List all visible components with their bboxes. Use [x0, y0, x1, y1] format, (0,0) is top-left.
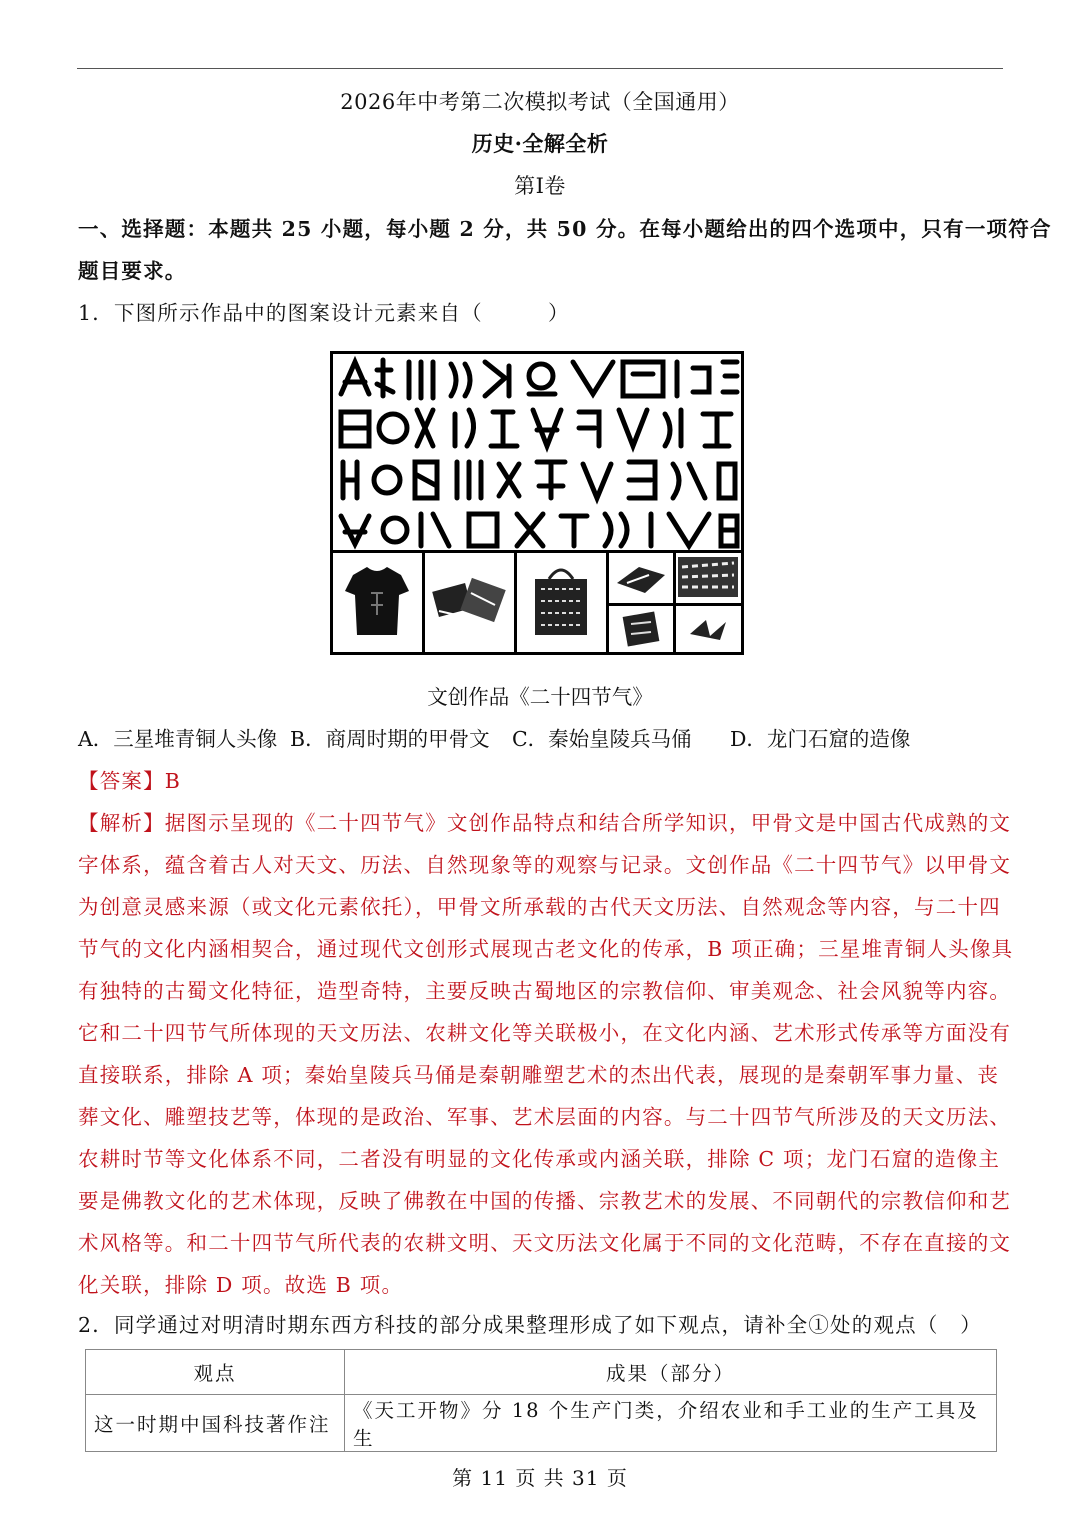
answer-label: 【答案】B	[78, 769, 182, 793]
analysis-line: 农耕时节等文化体系不同，二者没有明显的文化传承或内涵关联，排除 C 项；龙门石窟的造像主	[78, 1147, 1001, 1171]
section-heading: 一、选择题：本题共 25 小题，每小题 2 分，共 50 分。在每小题给出的四个选项中，只有一项符合	[78, 217, 1052, 241]
volume-label: 第Ⅰ卷	[514, 174, 566, 198]
analysis-line: 节气的文化内涵相契合，通过现代文创形式展现古老文化的传承，B 项正确；三星堆青铜人头像具	[78, 937, 1014, 961]
question-1-stem: 1．下图所示作品中的图案设计元素来自（ ）	[78, 301, 570, 325]
analysis-line: 它和二十四节气所体现的天文历法、农耕文化等关联极小，在文化内涵、艺术形式传承等方面没有	[78, 1021, 1012, 1045]
option-c: C．秦始皇陵兵马俑	[512, 727, 692, 751]
bag-product-image	[514, 550, 609, 655]
question-2-table	[85, 1349, 997, 1452]
analysis-line: 【解析】据图示呈现的《二十四节气》文创作品特点和结合所学知识，甲骨文是中国古代成熟的文	[78, 811, 1012, 835]
bookmark-product-image	[673, 603, 744, 655]
table-header-cell: 成果（部分）	[345, 1350, 997, 1395]
notebook-product-image	[606, 603, 676, 655]
figure-caption: 文创作品《二十四节气》	[427, 685, 653, 709]
page-number: 第 11 页 共 31 页	[452, 1466, 628, 1490]
option-a: A．三星堆青铜人头像	[78, 727, 278, 751]
section-heading-cont: 题目要求。	[78, 259, 187, 283]
option-b: B．商周时期的甲骨文	[290, 727, 490, 751]
analysis-line: 有独特的古蜀文化特征，造型奇特，主要反映古蜀地区的宗教信仰、审美观念、社会风貌等内容。	[78, 979, 1012, 1003]
table-cell: 《天工开物》分 18 个生产门类，介绍农业和手工业的生产工具及生	[345, 1395, 997, 1452]
analysis-line: 直接联系，排除 A 项；秦始皇陵兵马俑是秦朝雕塑艺术的杰出代表，展现的是秦朝军事力量、丧	[78, 1063, 1000, 1087]
scarf-product-image	[606, 550, 676, 606]
exam-subtitle: 历史·全解全析	[471, 131, 609, 156]
analysis-line: 字体系，蕴含着古人对天文、历法、自然现象等的观察与记录。文创作品《二十四节气》以甲骨文	[78, 853, 1012, 877]
table-row	[86, 1395, 997, 1452]
analysis-line: 化关联，排除 D 项。故选 B 项。	[78, 1273, 404, 1297]
exam-title: 2026年中考第二次模拟考试（全国通用）	[340, 90, 740, 114]
option-d: D．龙门石窟的造像	[730, 727, 911, 751]
stationery-product-image	[422, 550, 517, 655]
oracle-bone-pattern-image	[333, 354, 741, 550]
question-1-figure	[330, 351, 744, 655]
fabric-product-image	[673, 550, 744, 606]
table-cell: 这一时期中国科技著作注	[86, 1395, 345, 1452]
analysis-line: 为创意灵感来源（或文化元素依托），甲骨文所承载的古代天文历法、自然观念等内容，与二十四	[78, 895, 1001, 919]
analysis-line: 术风格等。和二十四节气所代表的农耕文明、天文历法文化属于不同的文化范畴，不存在直接的文	[78, 1231, 1012, 1255]
tshirt-product-image	[330, 550, 425, 655]
question-2-stem: 2．同学通过对明清时期东西方科技的部分成果整理形成了如下观点，请补全①处的观点（ ）	[78, 1313, 982, 1337]
top-rule	[77, 68, 1003, 69]
table-header-row	[86, 1350, 997, 1395]
analysis-line: 葬文化、雕塑技艺等，体现的是政治、军事、艺术层面的内容。与二十四节气所涉及的天文历法、	[78, 1105, 1012, 1129]
table-header-cell: 观点	[86, 1350, 345, 1395]
analysis-line: 要是佛教文化的艺术体现，反映了佛教在中国的传播、宗教艺术的发展、不同朝代的宗教信仰和艺	[78, 1189, 1012, 1213]
